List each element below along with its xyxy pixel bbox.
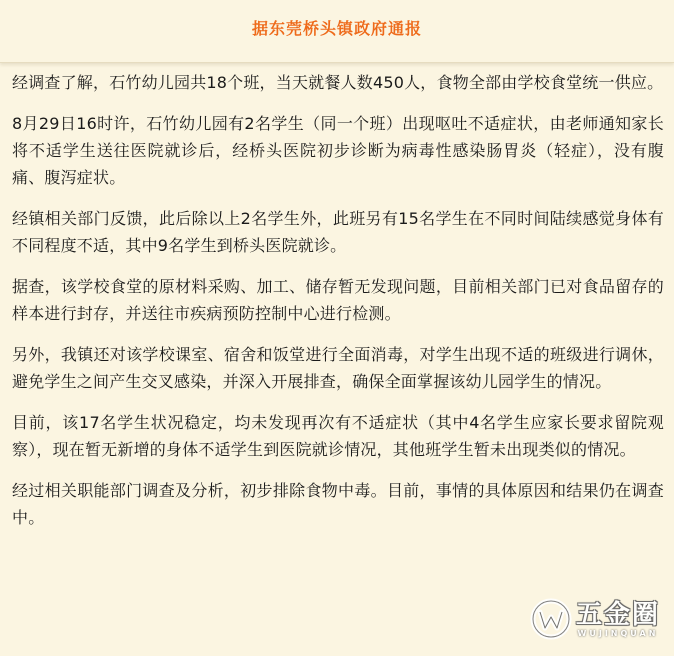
- wujinquan-logo-icon: [530, 598, 572, 640]
- paragraph-2: 8月29日16时许，石竹幼儿园有2名学生（同一个班）出现呕吐不适症状，由老师通知家长将不适学生送往医院就诊后，经桥头医院初步诊断为病毒性感染肠胃炎（轻症），没有腹痛、腹泻症状。: [12, 114, 664, 187]
- paragraph-5: 另外，我镇还对该学校课室、宿舍和饭堂进行全面消毒，对学生出现不适的班级进行调休，避免学生之间产生交叉感染，并深入开展排查，确保全面掌握该幼儿园学生的情况。: [12, 345, 664, 391]
- paragraph-7: 经过相关职能部门调查及分析，初步排除食物中毒。目前，事情的具体原因和结果仍在调查中。: [12, 481, 664, 527]
- watermark-text: [576, 601, 660, 638]
- paragraph-6: 目前，该17名学生状况稳定，均未发现再次有不适症状（其中4名学生应家长要求留院观察），现在暂无新增的身体不适学生到医院就诊情况，其他班学生暂未出现类似的情况。: [12, 413, 664, 459]
- page-title: 据东莞桥头镇政府通报: [251, 18, 422, 38]
- watermark: [530, 598, 660, 640]
- header-bar: [0, 0, 674, 63]
- watermark-cn: 五金圈: [575, 599, 660, 630]
- paragraph-3: 经镇相关部门反馈，此后除以上2名学生外，此班另有15名学生在不同时间陆续感觉身体有不同程度不适，其中9名学生到桥头医院就诊。: [12, 209, 664, 255]
- paragraph-4: 据查，该学校食堂的原材料采购、加工、储存暂无发现问题，目前相关部门已对食品留存的样本进行封存，并送往市疾病预防控制中心进行检测。: [12, 277, 664, 323]
- watermark-en: WUJINQUAN: [577, 628, 659, 638]
- article-body: [0, 63, 674, 531]
- paragraph-1: 经调查了解，石竹幼儿园共18个班，当天就餐人数450人，食物全部由学校食堂统一供应。: [12, 73, 664, 92]
